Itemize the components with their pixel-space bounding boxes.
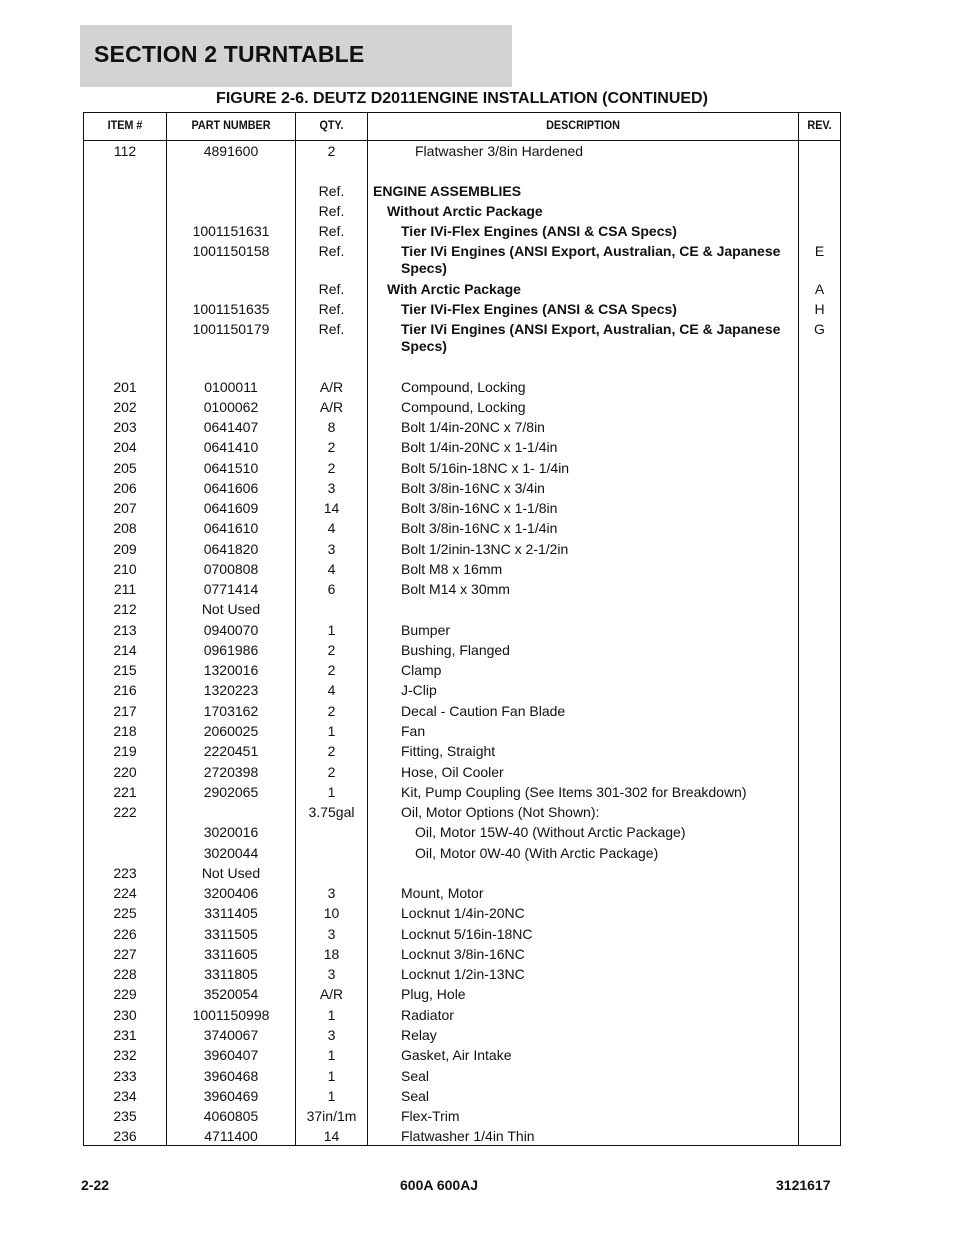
item-number: 225: [113, 905, 137, 921]
part-number: 3200406: [203, 885, 259, 901]
quantity: 4: [327, 561, 336, 577]
item-number: 233: [113, 1068, 137, 1084]
quantity: Ref.: [318, 243, 345, 259]
description: Clamp: [401, 662, 442, 678]
revision: E: [814, 243, 825, 259]
quantity: 1: [327, 784, 336, 800]
quantity: 8: [327, 419, 336, 435]
description: Plug, Hole: [401, 986, 466, 1002]
item-number: 205: [113, 460, 137, 476]
item-number: 235: [113, 1108, 137, 1124]
description: Bolt 1/4in-20NC x 1-1/4in: [401, 439, 558, 455]
description: Bushing, Flanged: [401, 642, 510, 658]
description: Radiator: [401, 1007, 454, 1023]
description: Locknut 5/16in-18NC: [401, 926, 533, 942]
description: Tier IVi Engines (ANSI Export, Australian, CE & Japanese Specs): [401, 243, 781, 276]
part-number: 2720398: [203, 764, 259, 780]
part-number: 1001150158: [192, 243, 270, 259]
item-number: 217: [113, 703, 137, 719]
part-number: 3960407: [203, 1047, 259, 1063]
item-number: 227: [113, 946, 137, 962]
description: Compound, Locking: [401, 399, 526, 415]
part-number: 3520054: [203, 986, 259, 1002]
item-number: 231: [113, 1027, 137, 1043]
item-number: 210: [113, 561, 137, 577]
part-number: 0641609: [203, 500, 259, 516]
part-number: 0641407: [203, 419, 259, 435]
section-title: SECTION 2 TURNTABLE: [94, 41, 365, 67]
part-number: 0641606: [203, 480, 259, 496]
description: Fitting, Straight: [401, 743, 496, 759]
part-number: 3960468: [203, 1068, 259, 1084]
description: Oil, Motor 0W-40 (With Arctic Package): [415, 845, 659, 861]
part-number: 1001151631: [192, 223, 270, 239]
quantity: 1: [327, 622, 336, 638]
item-number: 222: [113, 804, 137, 820]
item-number: 218: [113, 723, 137, 739]
document-number: 3121617: [776, 1177, 831, 1193]
quantity: A/R: [319, 379, 344, 395]
part-number: 3960469: [203, 1088, 259, 1104]
quantity: 3: [327, 480, 336, 496]
description: Fan: [401, 723, 426, 739]
part-number: 3311405: [204, 905, 258, 921]
quantity: Ref.: [318, 183, 345, 199]
quantity: 18: [323, 946, 340, 962]
description: Relay: [401, 1027, 437, 1043]
description: Flatwasher 1/4in Thin: [401, 1128, 535, 1144]
description: Decal - Caution Fan Blade: [401, 703, 566, 719]
description: Gasket, Air Intake: [401, 1047, 512, 1063]
quantity: 2: [327, 743, 336, 759]
part-number: 0100011: [204, 379, 258, 395]
part-number: 0641820: [203, 541, 259, 557]
quantity: 2: [327, 439, 336, 455]
part-number: 3020016: [203, 824, 259, 840]
quantity: 14: [323, 1128, 340, 1144]
quantity: 1: [327, 1047, 336, 1063]
part-number: 1320016: [203, 662, 259, 678]
item-number: 234: [113, 1088, 137, 1104]
description: Bolt 3/8in-16NC x 3/4in: [401, 480, 545, 496]
part-number: 0641510: [203, 460, 259, 476]
quantity: 3: [327, 541, 336, 557]
part-number: 1001150179: [192, 321, 270, 337]
item-number: 211: [113, 581, 137, 597]
part-number: 3311505: [204, 926, 258, 942]
description: Mount, Motor: [401, 885, 484, 901]
column-divider: [798, 113, 799, 1145]
quantity: 3: [327, 966, 336, 982]
part-number: 3740067: [203, 1027, 259, 1043]
quantity: 4: [327, 682, 336, 698]
description: Oil, Motor 15W-40 (Without Arctic Package): [415, 824, 686, 840]
item-number: 212: [113, 601, 137, 617]
quantity: 6: [327, 581, 336, 597]
description: Locknut 1/4in-20NC: [401, 905, 525, 921]
description: Tier IVi-Flex Engines (ANSI & CSA Specs): [401, 223, 677, 239]
part-number: 3311805: [204, 966, 258, 982]
item-number: 228: [113, 966, 137, 982]
description: Bolt 5/16in-18NC x 1- 1/4in: [401, 460, 570, 476]
part-number: 3020044: [203, 845, 259, 861]
quantity: 1: [327, 1068, 336, 1084]
item-number: 201: [113, 379, 137, 395]
description: Without Arctic Package: [387, 203, 543, 219]
part-number: Not Used: [201, 865, 261, 881]
description: Seal: [401, 1068, 430, 1084]
item-number: 216: [113, 682, 137, 698]
description: With Arctic Package: [387, 281, 521, 297]
description: Bolt 1/2inin-13NC x 2-1/2in: [401, 541, 569, 557]
description: Bumper: [401, 622, 451, 638]
part-number: 2902065: [203, 784, 259, 800]
parts-table: [83, 112, 841, 1146]
item-number: 202: [113, 399, 137, 415]
quantity: 14: [323, 500, 340, 516]
quantity: 3: [327, 885, 336, 901]
item-number: 213: [113, 622, 137, 638]
revision: G: [814, 321, 825, 337]
quantity: A/R: [319, 986, 344, 1002]
quantity: 1: [327, 1088, 336, 1104]
page-number: 2-22: [81, 1177, 110, 1193]
part-number: 1320223: [203, 682, 259, 698]
quantity: 3: [327, 1027, 336, 1043]
part-number: 0641410: [203, 439, 259, 455]
quantity: Ref.: [318, 223, 345, 239]
part-number: 2060025: [203, 723, 259, 739]
description: Bolt 3/8in-16NC x 1-1/4in: [401, 520, 558, 536]
quantity: Ref.: [318, 203, 345, 219]
quantity: Ref.: [318, 321, 345, 337]
part-number: 0641610: [203, 520, 259, 536]
description: ENGINE ASSEMBLIES: [373, 183, 522, 199]
column-header-part-number: PART NUMBER: [191, 118, 271, 132]
part-number: 1001150998: [192, 1007, 270, 1023]
part-number: 1001151635: [192, 301, 270, 317]
model-number: 600A 600AJ: [400, 1177, 479, 1193]
item-number: 215: [113, 662, 137, 678]
quantity: Ref.: [318, 281, 345, 297]
section-banner: [80, 25, 512, 87]
part-number: 0961986: [203, 642, 259, 658]
quantity: 3.75gal: [308, 804, 355, 820]
description: Tier IVi-Flex Engines (ANSI & CSA Specs): [401, 301, 677, 317]
item-number: 220: [113, 764, 137, 780]
quantity: 2: [327, 642, 336, 658]
item-number: 206: [113, 480, 137, 496]
item-number: 236: [113, 1128, 137, 1144]
quantity: Ref.: [318, 301, 345, 317]
item-number: 223: [113, 865, 137, 881]
description: Hose, Oil Cooler: [401, 764, 504, 780]
item-number: 208: [113, 520, 137, 536]
item-number: 214: [113, 642, 137, 658]
part-number: 4891600: [203, 143, 259, 159]
figure-title: FIGURE 2-6. DEUTZ D2011ENGINE INSTALLATION (CONTINUED): [216, 90, 708, 107]
description: Bolt M8 x 16mm: [401, 561, 503, 577]
part-number: 2220451: [203, 743, 259, 759]
description: Bolt 3/8in-16NC x 1-1/8in: [401, 500, 558, 516]
quantity: 1: [327, 723, 336, 739]
description: Oil, Motor Options (Not Shown):: [401, 804, 600, 820]
quantity: 2: [327, 143, 336, 159]
item-number: 207: [113, 500, 137, 516]
item-number: 224: [113, 885, 137, 901]
description: Bolt M14 x 30mm: [401, 581, 510, 597]
description: Bolt 1/4in-20NC x 7/8in: [401, 419, 545, 435]
column-header-description: DESCRIPTION: [546, 118, 620, 132]
part-number: 0700808: [203, 561, 259, 577]
description: Tier IVi Engines (ANSI Export, Australian, CE & Japanese Specs): [401, 321, 781, 354]
part-number: 0100062: [203, 399, 259, 415]
revision: A: [814, 281, 825, 297]
item-number: 221: [113, 784, 137, 800]
quantity: 1: [327, 1007, 336, 1023]
part-number: Not Used: [201, 601, 261, 617]
column-header-rev: REV.: [807, 118, 832, 132]
description: Kit, Pump Coupling (See Items 301-302 for Breakdown): [401, 784, 747, 800]
item-number: 230: [113, 1007, 137, 1023]
item-number: 219: [113, 743, 137, 759]
item-number: 232: [113, 1047, 137, 1063]
part-number: 3311605: [204, 946, 258, 962]
item-number: 229: [113, 986, 137, 1002]
quantity: 4: [327, 520, 336, 536]
description: Locknut 1/2in-13NC: [401, 966, 525, 982]
part-number: 0940070: [203, 622, 259, 638]
table-header: [84, 113, 840, 141]
description: Seal: [401, 1088, 430, 1104]
item-number: 204: [113, 439, 137, 455]
description: J-Clip: [401, 682, 437, 698]
description: Locknut 3/8in-16NC: [401, 946, 525, 962]
description: Flex-Trim: [401, 1108, 460, 1124]
column-header-qty: QTY.: [319, 118, 344, 132]
quantity: 2: [327, 460, 336, 476]
quantity: 2: [327, 764, 336, 780]
item-number: 112: [113, 143, 137, 159]
part-number: 4711400: [204, 1128, 258, 1144]
item-number: 209: [113, 541, 137, 557]
part-number: 1703162: [203, 703, 259, 719]
quantity: 2: [327, 703, 336, 719]
quantity: 10: [323, 905, 340, 921]
item-number: 203: [113, 419, 137, 435]
quantity: 2: [327, 662, 336, 678]
part-number: 4060805: [203, 1108, 259, 1124]
part-number: 0771414: [203, 581, 259, 597]
revision: H: [814, 301, 825, 317]
item-number: 226: [113, 926, 137, 942]
description: Compound, Locking: [401, 379, 526, 395]
quantity: 37in/1m: [306, 1108, 357, 1124]
quantity: A/R: [319, 399, 344, 415]
column-header-item: ITEM #: [107, 118, 143, 132]
description: Flatwasher 3/8in Hardened: [415, 143, 584, 159]
quantity: 3: [327, 926, 336, 942]
